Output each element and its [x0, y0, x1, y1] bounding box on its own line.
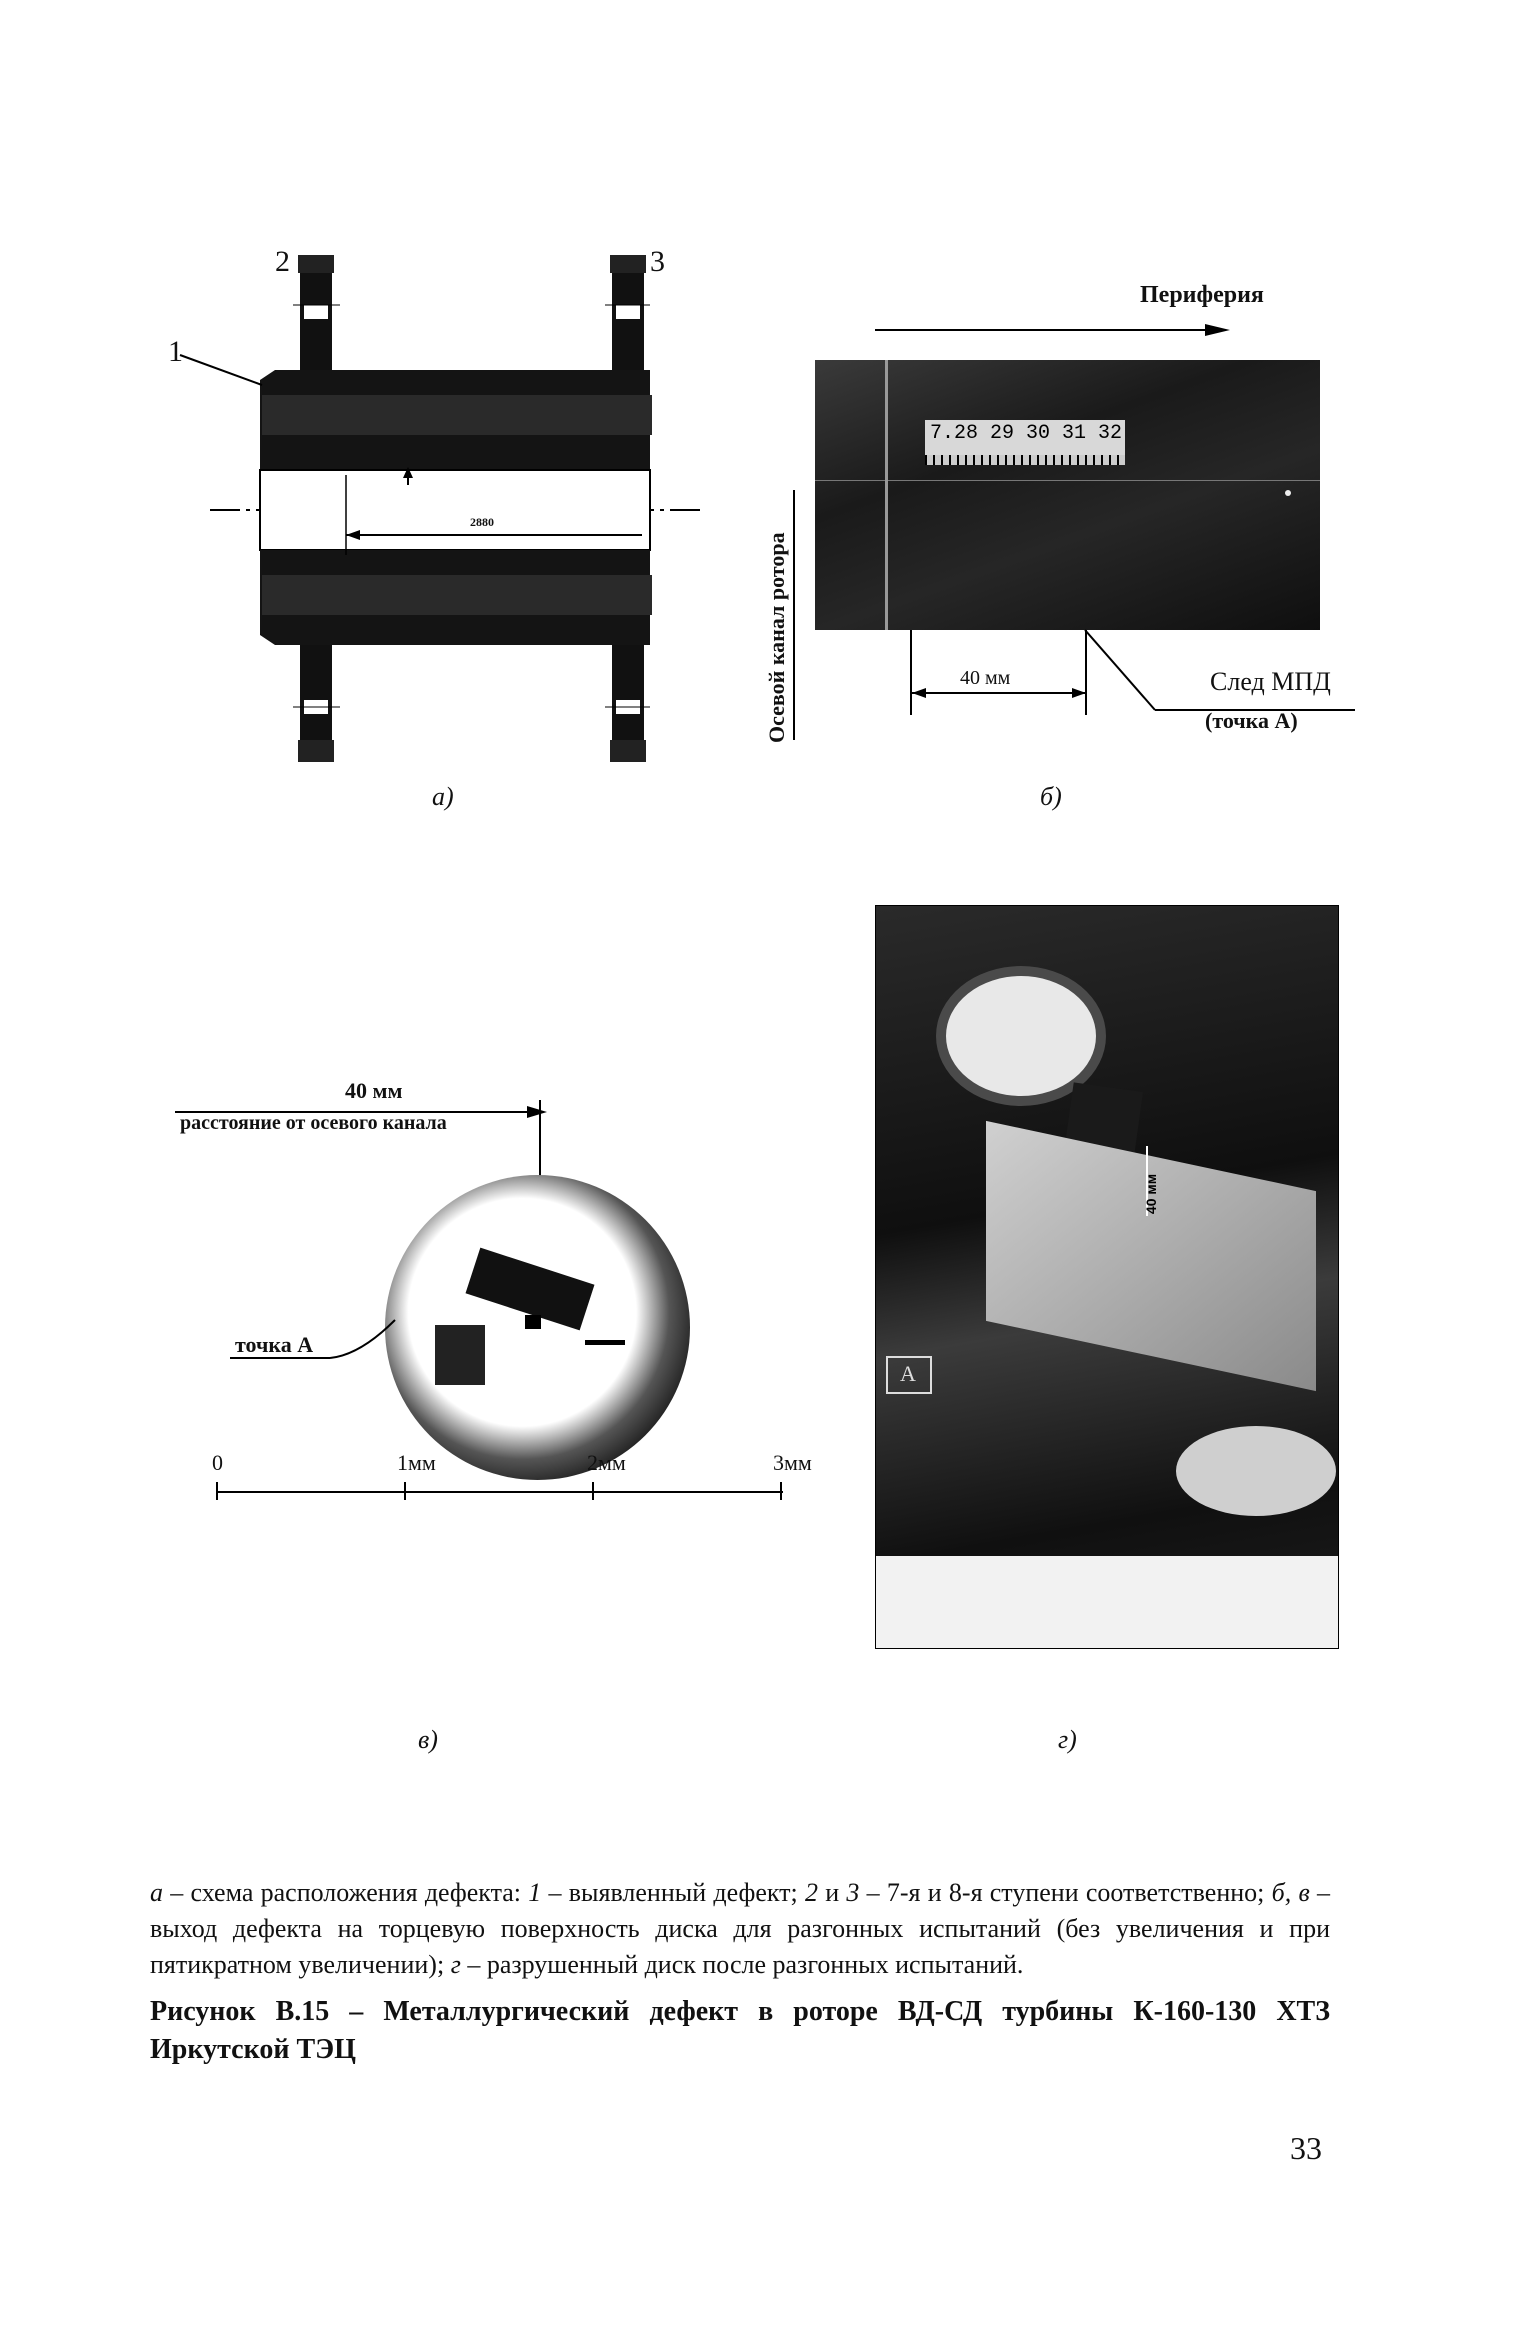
- periphery-arrow: [875, 320, 1235, 340]
- label-1: 1: [168, 335, 183, 368]
- page-number: 33: [1290, 2130, 1322, 2166]
- figure-caption: [150, 1875, 1330, 1983]
- scale-label-0: 0: [212, 1450, 223, 1475]
- figure-a: [150, 245, 710, 785]
- defect-circle: [385, 1175, 690, 1480]
- photo-mark: 40 мм: [1143, 1173, 1160, 1215]
- distance-label-v: 40 мм: [345, 1078, 403, 1103]
- axial-channel-label: Осевой канал ротора: [764, 532, 789, 743]
- caption-text-5: – выход дефекта на торцевую поверхность диска для разгонных испытаний (без увеличения и при пятикратном увеличении);: [150, 1878, 1330, 1979]
- figure-g-sublabel: г): [1058, 1725, 1077, 1754]
- scale-label-1: 1мм: [397, 1450, 436, 1475]
- caption-text-2: – выявленный дефект;: [541, 1878, 805, 1907]
- scale-label-2: 2мм: [587, 1450, 626, 1475]
- trace-label: След МПД: [1210, 667, 1331, 696]
- scale-bar: [215, 1470, 815, 1510]
- figure-title: Рисунок В.15 – Металлургический дефект в роторе ВД-СД турбины К-160-130 ХТЗ Иркутской ТЭЦ: [150, 1996, 1330, 2065]
- caption-text-6: – разрушенный диск после разгонных испытаний.: [460, 1950, 1024, 1979]
- figure-b-sublabel: б): [1040, 782, 1062, 811]
- ruler-numbers: 7.28 29 30 31 32: [930, 422, 1123, 445]
- caption-n2: 2: [804, 1878, 818, 1907]
- label-2: 2: [275, 245, 290, 278]
- caption-g: г: [450, 1950, 461, 1979]
- caption-n3: 3: [846, 1878, 860, 1907]
- dimension-label: 2880: [470, 515, 494, 529]
- caption-text-3: и: [817, 1878, 847, 1907]
- caption-text-1: – схема расположения дефекта:: [163, 1878, 529, 1907]
- figure-b: [755, 270, 1355, 770]
- caption-text-4: – 7-я и 8-я ступени соответственно;: [859, 1878, 1272, 1907]
- end-face-photo: [815, 360, 1320, 630]
- point-label: (точка А): [1205, 708, 1298, 733]
- point-a-box: [886, 1356, 932, 1394]
- point-label-v: точка А: [235, 1332, 314, 1357]
- figure-v: [175, 1070, 835, 1530]
- caption-n1: 1: [528, 1878, 542, 1907]
- scale-label-3: 3мм: [773, 1450, 812, 1475]
- label-3: 3: [650, 245, 665, 278]
- caption-a: а: [150, 1878, 163, 1907]
- destroyed-disk-photo: [875, 905, 1339, 1649]
- point-mark: А: [900, 1361, 916, 1386]
- distance-label: 40 мм: [960, 667, 1011, 689]
- distance-desc: расстояние от осевого канала: [180, 1112, 447, 1134]
- rotor-schematic: [150, 245, 710, 785]
- caption-b: б, в: [1271, 1878, 1310, 1907]
- figure-a-sublabel: а): [432, 782, 454, 811]
- figure-v-sublabel: в): [418, 1725, 438, 1754]
- periphery-label: Периферия: [1140, 282, 1264, 308]
